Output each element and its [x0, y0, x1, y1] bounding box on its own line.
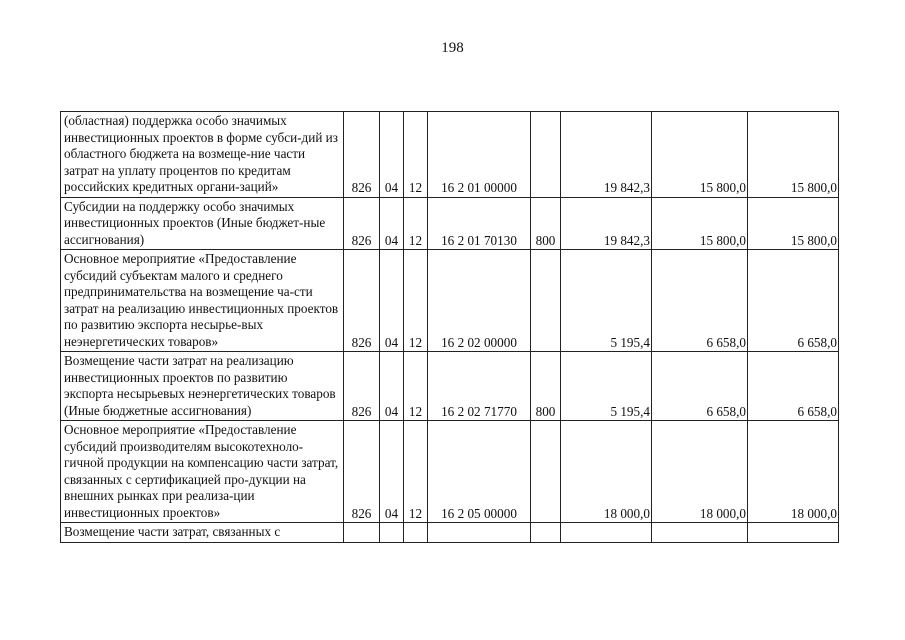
- target-article-cell: [428, 523, 531, 543]
- subsection-code-cell: 12: [404, 421, 428, 523]
- budget-table-container: [60, 111, 839, 543]
- target-article-cell: 16 2 02 71770: [428, 352, 531, 421]
- amount-year-1-cell: 5 195,4: [561, 352, 652, 421]
- section-code-cell: 04: [380, 112, 404, 198]
- ministry-code-cell: 826: [344, 250, 380, 352]
- amount-year-2-cell: 6 658,0: [652, 250, 748, 352]
- amount-year-2-cell: [652, 523, 748, 543]
- section-code-cell: 04: [380, 197, 404, 250]
- table-row: [61, 523, 839, 543]
- amount-year-3-cell: 6 658,0: [748, 250, 839, 352]
- amount-year-2-cell: 15 800,0: [652, 197, 748, 250]
- amount-year-2-cell: 6 658,0: [652, 352, 748, 421]
- subsection-code-cell: [404, 523, 428, 543]
- table-row: [61, 352, 839, 421]
- table-row: [61, 112, 839, 198]
- expense-type-cell: [531, 421, 561, 523]
- amount-year-3-cell: 18 000,0: [748, 421, 839, 523]
- section-code-cell: 04: [380, 352, 404, 421]
- row-name-cell: Возмещение части затрат на реализацию инвестиционных проектов по развитию экспорта несырьевых неэнергетических товаров (Иные бюджетные ассигнования): [61, 352, 344, 421]
- expense-type-cell: [531, 250, 561, 352]
- page-number: 198: [441, 40, 464, 56]
- subsection-code-cell: 12: [404, 250, 428, 352]
- section-code-cell: 04: [380, 250, 404, 352]
- amount-year-2-cell: 15 800,0: [652, 112, 748, 198]
- amount-year-1-cell: 19 842,3: [561, 112, 652, 198]
- expense-type-cell: 800: [531, 197, 561, 250]
- section-code-cell: [380, 523, 404, 543]
- amount-year-3-cell: [748, 523, 839, 543]
- ministry-code-cell: [344, 523, 380, 543]
- row-name-cell: Основное мероприятие «Предоставление субсидий субъектам малого и среднего предпринимательства на возмещение ча-сти затрат на реализацию инвестиционных проектов по развитию экспорта несырье-вых неэнергетических товаров»: [61, 250, 344, 352]
- target-article-cell: 16 2 05 00000: [428, 421, 531, 523]
- expense-type-cell: 800: [531, 352, 561, 421]
- amount-year-1-cell: [561, 523, 652, 543]
- table-row: [61, 421, 839, 523]
- target-article-cell: 16 2 01 00000: [428, 112, 531, 198]
- table-body: [61, 112, 839, 543]
- ministry-code-cell: 826: [344, 197, 380, 250]
- amount-year-1-cell: 19 842,3: [561, 197, 652, 250]
- amount-year-1-cell: 5 195,4: [561, 250, 652, 352]
- ministry-code-cell: 826: [344, 352, 380, 421]
- budget-table: [60, 111, 839, 543]
- ministry-code-cell: 826: [344, 421, 380, 523]
- row-name-cell: Возмещение части затрат, связанных с: [61, 523, 344, 543]
- subsection-code-cell: 12: [404, 352, 428, 421]
- table-row: [61, 197, 839, 250]
- amount-year-3-cell: 15 800,0: [748, 197, 839, 250]
- expense-type-cell: [531, 523, 561, 543]
- subsection-code-cell: 12: [404, 112, 428, 198]
- amount-year-3-cell: 15 800,0: [748, 112, 839, 198]
- section-code-cell: 04: [380, 421, 404, 523]
- amount-year-1-cell: 18 000,0: [561, 421, 652, 523]
- expense-type-cell: [531, 112, 561, 198]
- row-name-cell: Основное мероприятие «Предоставление субсидий производителям высокотехноло-гичной продукции на компенсацию части затрат, связанных с сертификацией про-дукции на внешних рынках при реализа-ции инвестиционных проектов»: [61, 421, 344, 523]
- table-row: [61, 250, 839, 352]
- target-article-cell: 16 2 01 70130: [428, 197, 531, 250]
- amount-year-2-cell: 18 000,0: [652, 421, 748, 523]
- subsection-code-cell: 12: [404, 197, 428, 250]
- target-article-cell: 16 2 02 00000: [428, 250, 531, 352]
- ministry-code-cell: 826: [344, 112, 380, 198]
- amount-year-3-cell: 6 658,0: [748, 352, 839, 421]
- row-name-cell: Субсидии на поддержку особо значимых инвестиционных проектов (Иные бюджет-ные ассигнования): [61, 197, 344, 250]
- row-name-cell: (областная) поддержка особо значимых инвестиционных проектов в форме субси-дий из областного бюджета на возмеще-ние части затрат на уплату процентов по кредитам российских кредитных органи-заций»: [61, 112, 344, 198]
